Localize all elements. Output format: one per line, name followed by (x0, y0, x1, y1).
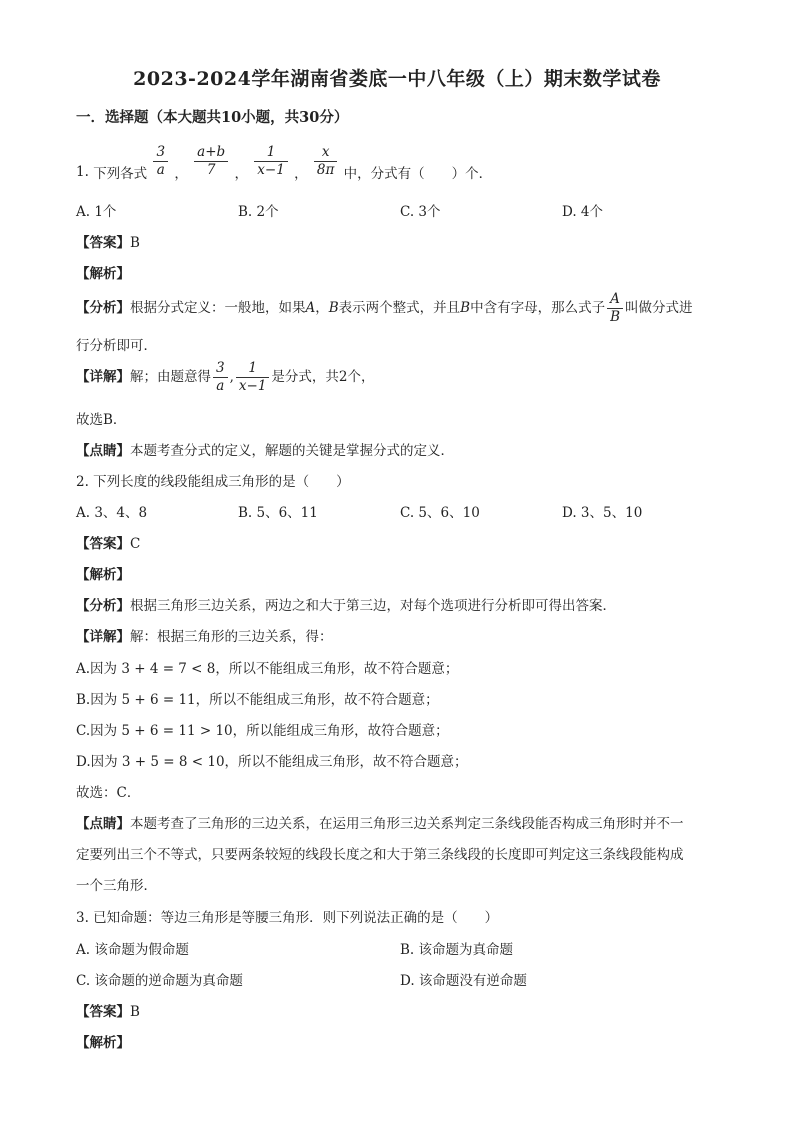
q3-option-d: D. 该命题没有逆命题 (400, 973, 527, 989)
question-2: 2. 下列长度的线段能组成三角形的是（ ） (76, 474, 350, 490)
q2-choose: 故选：C． (76, 785, 141, 801)
q2-line-b: B.因为 5 + 6 = 11，所以不能组成三角形，故不符合题意； (76, 692, 439, 708)
q1-option-d: D. 4个 (562, 204, 604, 220)
q1-comment: 【点睛】本题考查分式的定义，解题的关键是掌握分式的定义． (76, 443, 454, 459)
q2-option-d: D. 3、5、10 (562, 505, 643, 521)
q1-fraction-4: $\frac{x}{8\pi}$ (314, 145, 337, 178)
q2-line-d: D.因为 3 + 5 = 8 < 10，所以不能组成三角形，故不符合题意； (76, 754, 468, 770)
q2-comment: 【点睛】本题考查了三角形的三边关系，在运用三角形三边关系判定三条线段能否构成三角形时并不一 (76, 816, 684, 832)
q2-jiexi: 【解析】 (76, 567, 130, 583)
q1-detail-fraction-2: $\frac{1}{x-1}$ (236, 361, 270, 394)
q2-option-c: C. 5、6、10 (400, 505, 480, 521)
q1-sep-3: ， (294, 166, 308, 182)
q2-comment-line2: 定要列出三个不等式，只要两条较短的线段长度之和大于第三条线段的长度即可判定这三条线段能构成 (76, 847, 684, 863)
q1-option-c: C. 3个 (400, 204, 441, 220)
q2-line-a: A.因为 3 + 4 = 7 < 8，所以不能组成三角形，故不符合题意； (76, 661, 459, 677)
q1-answer: 【答案】B (76, 235, 140, 251)
q2-answer: 【答案】C (76, 536, 141, 552)
q1-sep-2: ， (234, 166, 248, 182)
q1-fraction-3: $\frac{1}{x-1}$ (254, 145, 288, 178)
q3-option-c: C. 该命题的逆命题为真命题 (76, 973, 243, 989)
q1-fraction-1: $\frac{3}{a}$ (153, 145, 168, 178)
q2-option-b: B. 5、6、11 (238, 505, 318, 521)
q1-option-a: A. 1个 (76, 204, 117, 220)
q2-detail: 【详解】解：根据三角形的三边关系，得： (76, 629, 333, 645)
q3-answer: 【答案】B (76, 1004, 140, 1020)
page-title: 2023-2024学年湖南省娄底一中八年级（上）期末数学试卷 (133, 68, 661, 90)
q1-detail-fraction-1: $\frac{3}{a}$ (213, 361, 228, 394)
q1-prefix: 下列各式 (93, 166, 148, 182)
q1-sep-1: ， (174, 166, 188, 182)
q3-option-a: A. 该命题为假命题 (76, 942, 189, 958)
q3-jiexi: 【解析】 (76, 1035, 130, 1051)
question-1 (76, 140, 492, 182)
section-heading: 一．选择题（本大题共10小题，共30分） (76, 109, 349, 126)
q1-option-b: B. 2个 (238, 204, 279, 220)
q1-detail: 【详解】解；由题意得 $\frac{3}{a}$ , $\frac{1}{x-1}$ 是分式，共2个， (76, 360, 375, 394)
q1-analysis: 【分析】根据分式定义：一般地，如果A，B表示两个整式，并且B中含有字母，那么式子 $\frac{A}{B}$ 叫做分式进 (76, 291, 693, 325)
question-3: 3. 已知命题：等边三角形是等腰三角形．则下列说法正确的是（ ） (76, 910, 499, 926)
q1-analysis-fraction: $\frac{A}{B}$ (607, 292, 623, 325)
q1-jiexi: 【解析】 (76, 266, 130, 282)
q2-option-a: A. 3、4、8 (76, 505, 148, 521)
q1-number: 1. (76, 164, 89, 180)
q1-fraction-2: $\frac{a+b}{7}$ (194, 145, 228, 178)
q1-suffix: 中，分式有（ ）个． (343, 166, 493, 182)
q1-analysis-line2: 行分析即可． (76, 338, 157, 354)
q2-analysis: 【分析】根据三角形三边关系，两边之和大于第三边，对每个选项进行分析即可得出答案． (76, 598, 616, 614)
q2-line-c: C.因为 5 + 6 = 11 > 10，所以能组成三角形，故符合题意； (76, 723, 449, 739)
q1-choose: 故选B． (76, 412, 127, 428)
q2-comment-line3: 一个三角形． (76, 878, 157, 894)
q3-option-b: B. 该命题为真命题 (400, 942, 514, 958)
